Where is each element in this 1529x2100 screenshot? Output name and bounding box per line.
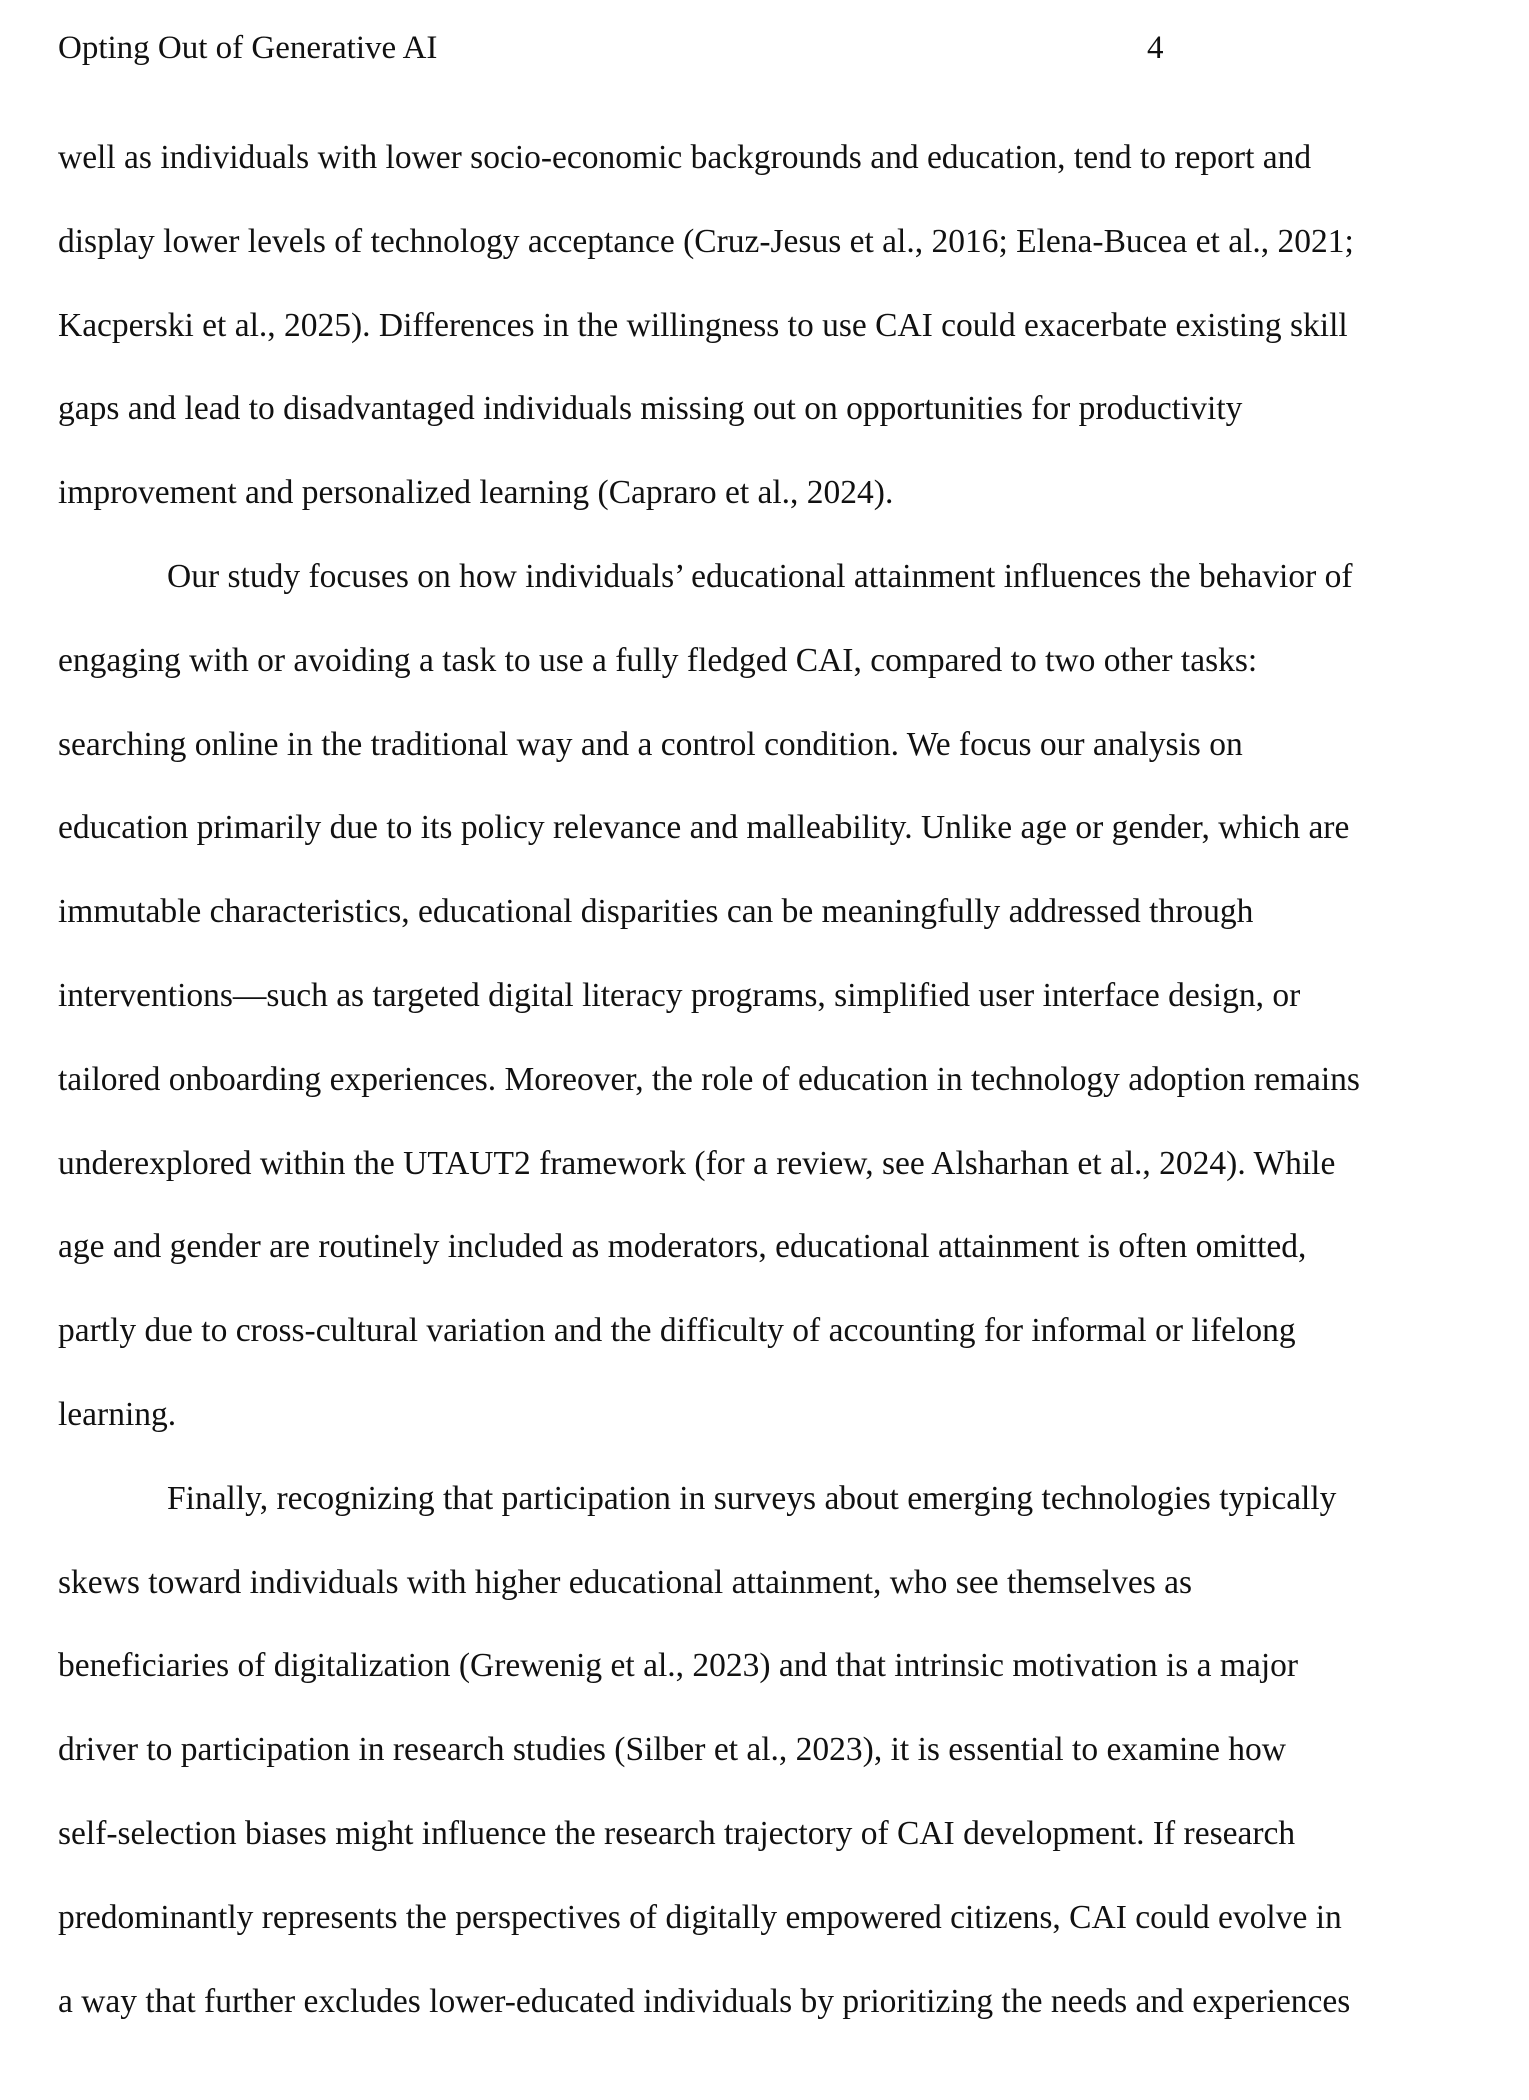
text-line: a way that further excludes lower-educated individuals by prioritizing the needs and experiences [58, 1982, 1351, 2020]
paragraph-first-line: Our study focuses on how individuals’ educational attainment influences the behavior of [167, 557, 1353, 595]
text-line: predominantly represents the perspectives of digitally empowered citizens, CAI could evolve in [58, 1898, 1342, 1936]
text-line: tailored onboarding experiences. Moreover, the role of education in technology adoption remains [58, 1060, 1360, 1098]
text-line: engaging with or avoiding a task to use a fully fledged CAI, compared to two other tasks: [58, 641, 1258, 679]
text-line: underexplored within the UTAUT2 framework (for a review, see Alsharhan et al., 2024). While [58, 1144, 1336, 1182]
text-line: improvement and personalized learning (Capraro et al., 2024). [58, 474, 894, 512]
text-line: self-selection biases might influence the research trajectory of CAI development. If research [58, 1814, 1296, 1852]
text-line: searching online in the traditional way and a control condition. We focus our analysis on [58, 725, 1243, 763]
text-line: Kacperski et al., 2025). Differences in the willingness to use CAI could exacerbate existing skill [58, 306, 1348, 344]
text-line: skews toward individuals with higher educational attainment, who see themselves as [58, 1563, 1193, 1601]
text-line: learning. [58, 1395, 177, 1433]
text-line: partly due to cross-cultural variation and the difficulty of accounting for informal or lifelong [58, 1312, 1296, 1350]
text-line: well as individuals with lower socio-economic backgrounds and education, tend to report and [58, 139, 1312, 176]
paragraph-first-line: Finally, recognizing that participation in surveys about emerging technologies typically [167, 1479, 1337, 1517]
body-text [58, 136, 1478, 2063]
text-line: display lower levels of technology acceptance (Cruz-Jesus et al., 2016; Elena-Bucea et al., 2021; [58, 222, 1354, 260]
running-head: Opting Out of Generative AI [58, 30, 438, 66]
text-line: interventions—such as targeted digital literacy programs, simplified user interface design, or [58, 976, 1301, 1014]
page-number: 4 [1147, 30, 1164, 66]
text-line: driver to participation in research studies (Silber et al., 2023), it is essential to examine how [58, 1731, 1287, 1769]
text-line: age and gender are routinely included as moderators, educational attainment is often omitted, [58, 1228, 1307, 1266]
text-line: gaps and lead to disadvantaged individuals missing out on opportunities for productivity [58, 390, 1243, 428]
text-line: immutable characteristics, educational disparities can be meaningfully addressed through [58, 893, 1254, 931]
text-line: education primarily due to its policy relevance and malleability. Unlike age or gender, which are [58, 809, 1350, 847]
text-line: beneficiaries of digitalization (Grewenig et al., 2023) and that intrinsic motivation is a major [58, 1647, 1299, 1685]
